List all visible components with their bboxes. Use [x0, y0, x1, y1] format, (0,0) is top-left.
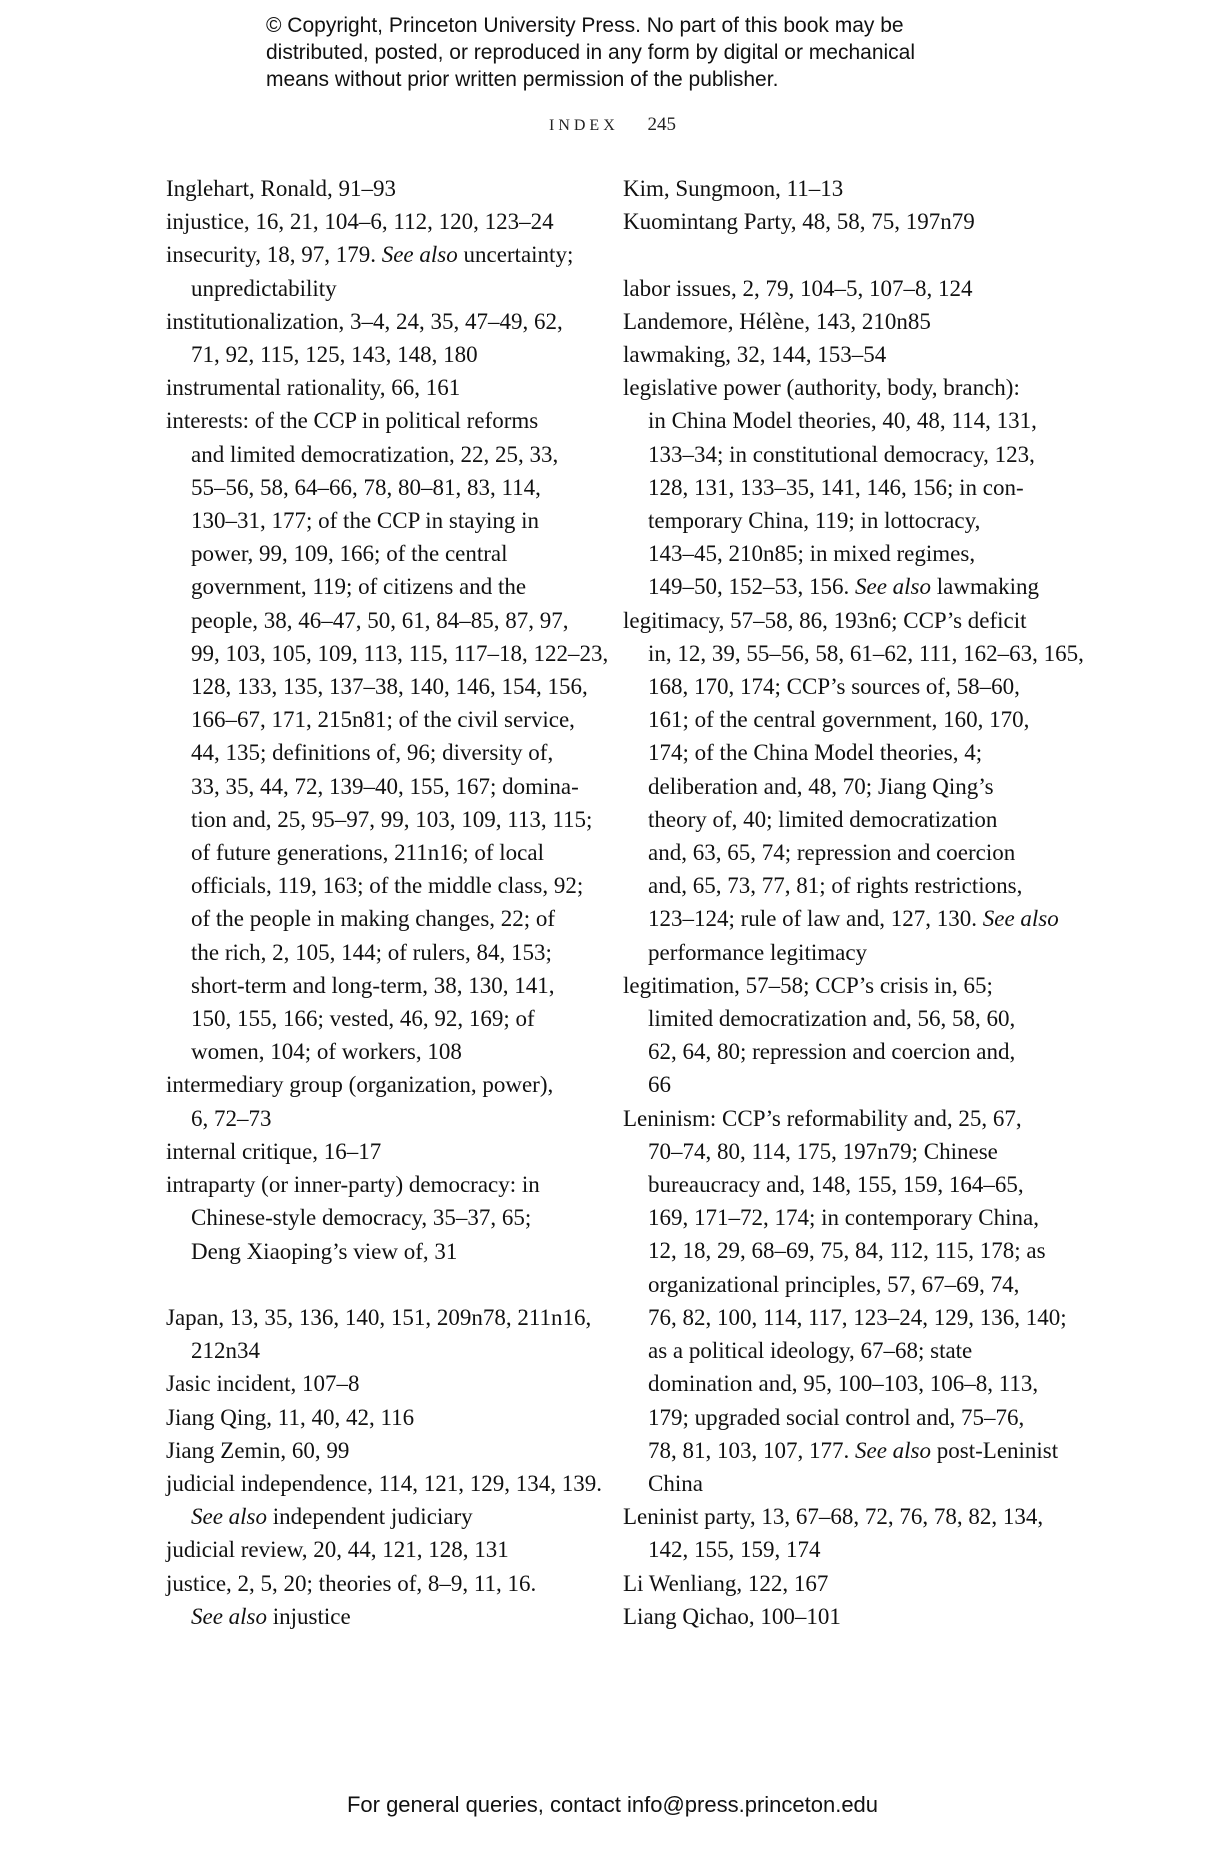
- entry-line: legitimacy, 57–58, 86, 193n6; CCP’s deficit: [623, 607, 1027, 633]
- entry-line: deliberation and, 48, 70; Jiang Qing’s: [648, 773, 994, 799]
- index-entry: [623, 969, 1063, 1102]
- entry-line: Inglehart, Ronald, 91–93: [166, 176, 396, 201]
- entry-text: 149–50, 152–53, 156.: [648, 574, 855, 600]
- entry-line: [623, 570, 1063, 603]
- entry-text: insecurity, 18, 97, 179.: [166, 242, 382, 268]
- index-entry: [623, 205, 1063, 238]
- entry-text: injustice: [267, 1603, 351, 1629]
- entry-line: 161; of the central government, 160, 170,: [648, 707, 1030, 733]
- entry-line: intermediary group (organization, power),: [166, 1072, 554, 1098]
- entry-line: legitimation, 57–58; CCP’s crisis in, 65;: [623, 972, 993, 998]
- entry-line: Kim, Sungmoon, 11–13: [623, 176, 844, 201]
- index-entry: [623, 604, 1084, 969]
- entry-line: injustice, 16, 21, 104–6, 112, 120, 123–24: [166, 209, 554, 235]
- footer-contact: For general queries, contact info@press.princeton.edu: [346, 1792, 879, 1817]
- entry-line: Li Wenliang, 122, 167: [623, 1570, 829, 1596]
- entry-line: theory of, 40; limited democratization: [648, 806, 998, 832]
- entry-line: instrumental rationality, 66, 161: [166, 375, 461, 401]
- entry-line: 142, 155, 159, 174: [648, 1537, 821, 1563]
- entry-line: officials, 119, 163; of the middle class, 92;: [191, 873, 584, 899]
- entry-line: Jiang Zemin, 60, 99: [166, 1437, 350, 1463]
- page-number: 245: [647, 114, 676, 135]
- index-entry: [166, 1168, 606, 1268]
- entry-line: [166, 238, 606, 271]
- entry-line: 174; of the China Model theories, 4;: [648, 740, 983, 766]
- index-entry: [166, 1135, 606, 1168]
- index-entry: [166, 1367, 606, 1400]
- entry-line: power, 99, 109, 166; of the central: [191, 541, 508, 567]
- index-entry: [166, 404, 609, 1068]
- entry-line: judicial review, 20, 44, 121, 128, 131: [166, 1537, 509, 1563]
- entry-line: 166–67, 171, 215n81; of the civil service,: [191, 707, 575, 733]
- copyright-notice: [266, 12, 1026, 93]
- index-entry: [623, 1567, 1063, 1600]
- index-column-right: [623, 172, 1084, 1633]
- entry-line: 12, 18, 29, 68–69, 75, 84, 112, 115, 178; as: [648, 1238, 1046, 1264]
- entry-line: 128, 133, 135, 137–38, 140, 146, 154, 156,: [191, 674, 588, 700]
- index-entry: [166, 371, 606, 404]
- index-entry: [166, 1301, 606, 1367]
- entry-line: women, 104; of workers, 108: [191, 1039, 462, 1065]
- entry-line: Leninism: CCP’s reformability and, 25, 67,: [623, 1105, 1022, 1131]
- index-column-left: [166, 172, 609, 1633]
- entry-line: 179; upgraded social control and, 75–76,: [648, 1404, 1025, 1430]
- entry-line: 99, 103, 105, 109, 113, 115, 117–18, 122–23,: [191, 640, 609, 666]
- entry-line: 6, 72–73: [191, 1105, 272, 1131]
- entry-line: 66: [648, 1072, 671, 1098]
- entry-line: unpredictability: [191, 275, 337, 301]
- entry-line: [623, 902, 1063, 935]
- entry-line: intraparty (or inner-party) democracy: in: [166, 1172, 540, 1198]
- index-entry: [166, 1434, 606, 1467]
- entry-text: 78, 81, 103, 107, 177.: [648, 1437, 855, 1463]
- entry-line: [623, 1434, 1063, 1467]
- entry-text: independent judiciary: [267, 1504, 473, 1530]
- entry-line: and, 65, 73, 77, 81; of rights restrictions,: [648, 873, 1023, 899]
- entry-line: in, 12, 39, 55–56, 58, 61–62, 111, 162–63, 165,: [648, 640, 1084, 666]
- entry-line: short-term and long-term, 38, 130, 141,: [191, 972, 555, 998]
- index-entry: [166, 1567, 606, 1633]
- entry-line: 76, 82, 100, 114, 117, 123–24, 129, 136, 140;: [648, 1304, 1067, 1330]
- index-entry: [623, 338, 1063, 371]
- see-also-label: See also: [855, 1437, 932, 1463]
- entry-line: limited democratization and, 56, 58, 60,: [648, 1006, 1016, 1032]
- index-entry: [166, 305, 606, 371]
- see-also-label: See also: [381, 242, 458, 268]
- entry-line: [166, 1600, 606, 1633]
- entry-line: Deng Xiaoping’s view of, 31: [191, 1238, 458, 1264]
- entry-line: 33, 35, 44, 72, 139–40, 155, 167; domina-: [191, 773, 579, 799]
- entry-line: of the people in making changes, 22; of: [191, 906, 556, 932]
- copyright-line: means without prior written permission of the publisher.: [266, 68, 779, 91]
- index-entry: [623, 272, 1063, 305]
- entry-line: government, 119; of citizens and the: [191, 574, 527, 600]
- see-also-label: See also: [191, 1603, 268, 1629]
- index-entry: [166, 1068, 606, 1134]
- letter-group-gap: [623, 238, 1063, 271]
- running-head-label: INDEX: [548, 117, 619, 134]
- entry-line: [166, 1500, 606, 1533]
- entry-text: post-Leninist: [931, 1437, 1059, 1463]
- entry-line: Chinese-style democracy, 35–37, 65;: [191, 1205, 532, 1231]
- entry-line: as a political ideology, 67–68; state: [648, 1338, 973, 1364]
- entry-line: performance legitimacy: [648, 939, 868, 965]
- index-entry: [166, 238, 606, 304]
- see-also-label: See also: [191, 1504, 268, 1530]
- entry-line: Kuomintang Party, 48, 58, 75, 197n79: [623, 209, 975, 235]
- entry-line: institutionalization, 3–4, 24, 35, 47–49, 62,: [166, 308, 563, 334]
- entry-line: 130–31, 177; of the CCP in staying in: [191, 508, 539, 534]
- entry-line: 44, 135; definitions of, 96; diversity of,: [191, 740, 554, 766]
- entry-line: Jiang Qing, 11, 40, 42, 116: [166, 1404, 415, 1430]
- running-head: [0, 114, 1225, 136]
- entry-line: temporary China, 119; in lottocracy,: [648, 508, 981, 534]
- index-entry: [623, 1102, 1067, 1500]
- index-entry: [166, 205, 606, 238]
- entry-line: domination and, 95, 100–103, 106–8, 113,: [648, 1371, 1039, 1397]
- entry-line: 128, 131, 133–35, 141, 146, 156; in con-: [648, 474, 1024, 500]
- entry-line: 150, 155, 166; vested, 46, 92, 169; of: [191, 1006, 535, 1032]
- see-also-label: See also: [855, 574, 932, 600]
- entry-line: 212n34: [191, 1338, 260, 1364]
- entry-line: the rich, 2, 105, 144; of rulers, 84, 153;: [191, 939, 552, 965]
- entry-line: Japan, 13, 35, 136, 140, 151, 209n78, 211n16,: [166, 1304, 592, 1330]
- entry-line: organizational principles, 57, 67–69, 74,: [648, 1271, 1020, 1297]
- entry-line: 71, 92, 115, 125, 143, 148, 180: [191, 342, 478, 368]
- entry-text: uncertainty;: [457, 242, 574, 268]
- entry-line: tion and, 25, 95–97, 99, 103, 109, 113, 115;: [191, 806, 593, 832]
- letter-group-gap: [166, 1268, 606, 1301]
- entry-text: 123–124; rule of law and, 127, 130.: [648, 906, 983, 932]
- entry-line: lawmaking, 32, 144, 153–54: [623, 342, 887, 367]
- entry-text: lawmaking: [931, 574, 1039, 600]
- index-entry: [166, 1401, 606, 1434]
- entry-line: Jasic incident, 107–8: [166, 1371, 360, 1397]
- entry-line: bureaucracy and, 148, 155, 159, 164–65,: [648, 1172, 1024, 1198]
- entry-line: 133–34; in constitutional democracy, 123,: [648, 441, 1035, 467]
- entry-line: 168, 170, 174; CCP’s sources of, 58–60,: [648, 674, 1020, 700]
- entry-line: 55–56, 58, 64–66, 78, 80–81, 83, 114,: [191, 474, 541, 500]
- entry-line: legislative power (authority, body, branch):: [623, 375, 1020, 401]
- see-also-label: See also: [982, 906, 1059, 932]
- index-entry: [623, 1500, 1063, 1566]
- index-entry: [166, 172, 606, 205]
- entry-line: 169, 171–72, 174; in contemporary China,: [648, 1205, 1039, 1231]
- copyright-line: distributed, posted, or reproduced in any form by digital or mechanical: [266, 41, 916, 64]
- index-entry: [623, 1600, 1063, 1633]
- entry-line: and, 63, 65, 74; repression and coercion: [648, 840, 1016, 866]
- entry-line: and limited democratization, 22, 25, 33,: [191, 441, 559, 467]
- index-entry: [623, 371, 1063, 603]
- entry-line: Liang Qichao, 100–101: [623, 1603, 841, 1629]
- entry-line: 62, 64, 80; repression and coercion and,: [648, 1039, 1016, 1065]
- entry-line: in China Model theories, 40, 48, 114, 131,: [648, 408, 1037, 434]
- entry-line: China: [648, 1470, 703, 1496]
- entry-line: people, 38, 46–47, 50, 61, 84–85, 87, 97,: [191, 607, 569, 633]
- index-entry: [623, 172, 1063, 205]
- entry-line: 143–45, 210n85; in mixed regimes,: [648, 541, 976, 567]
- entry-line: internal critique, 16–17: [166, 1138, 382, 1164]
- entry-line: judicial independence, 114, 121, 129, 134, 139.: [166, 1470, 603, 1496]
- entry-line: justice, 2, 5, 20; theories of, 8–9, 11, 16.: [166, 1570, 537, 1596]
- index-entry: [166, 1533, 606, 1566]
- index-entry: [166, 1467, 606, 1533]
- index-entry: [623, 305, 1063, 338]
- entry-line: of future generations, 211n16; of local: [191, 840, 544, 866]
- entry-line: Leninist party, 13, 67–68, 72, 76, 78, 82, 134,: [623, 1504, 1044, 1530]
- entry-line: 70–74, 80, 114, 175, 197n79; Chinese: [648, 1138, 998, 1164]
- entry-line: labor issues, 2, 79, 104–5, 107–8, 124: [623, 275, 973, 301]
- entry-line: interests: of the CCP in political reforms: [166, 408, 539, 434]
- entry-line: Landemore, Hélène, 143, 210n85: [623, 308, 931, 334]
- copyright-line: © Copyright, Princeton University Press. No part of this book may be: [266, 14, 904, 37]
